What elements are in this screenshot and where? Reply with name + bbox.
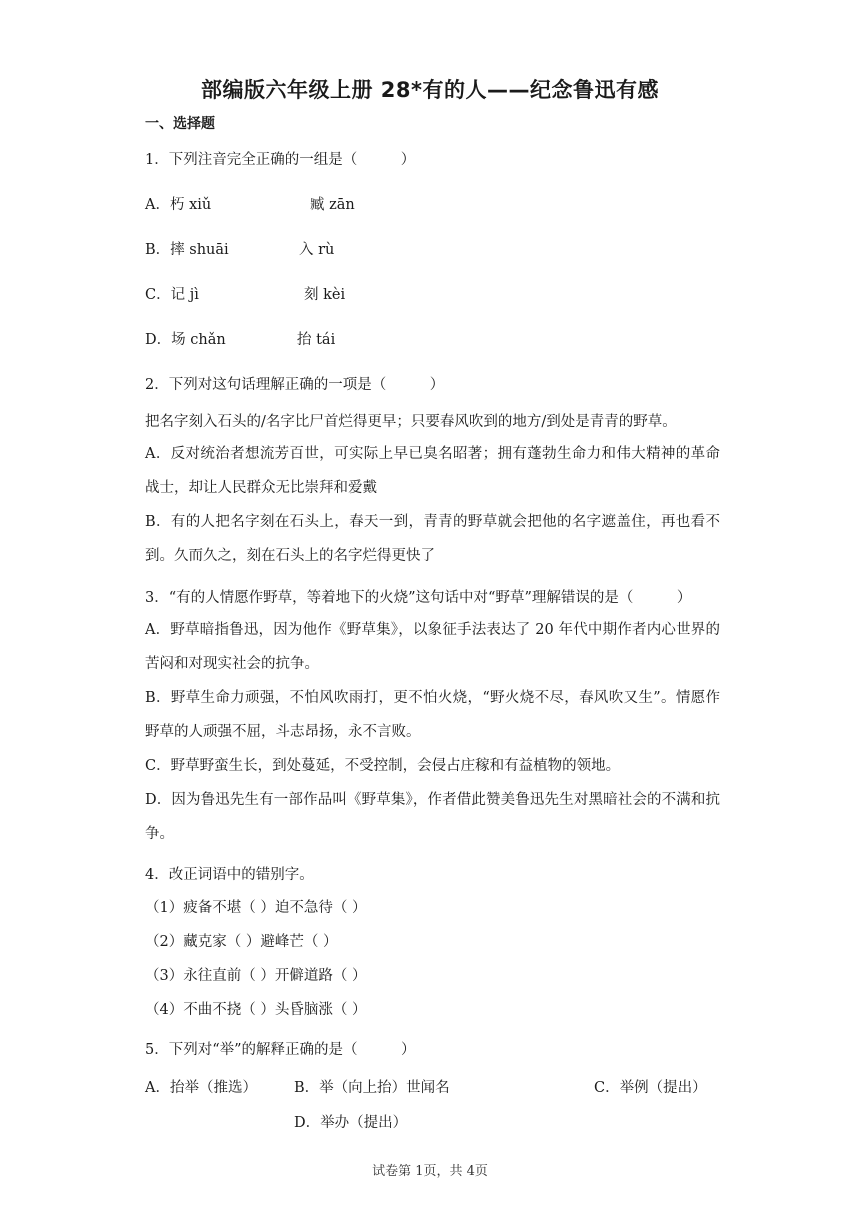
q5-option-a: A．抬举（推选） xyxy=(145,1080,257,1096)
q5-option-d: D．举办（提出） xyxy=(294,1115,408,1131)
q1-option-d: D．场 chǎn xyxy=(145,332,226,348)
q4-item: （4）不曲不挠（ ）头昏脑涨（ ） xyxy=(145,1002,367,1018)
q4-item: （3）永往直前（ ）开僻道路（ ） xyxy=(145,968,367,984)
q1-option-a: A．朽 xiǔ xyxy=(145,197,212,213)
q2-stem: 2．下列对这句话理解正确的一项是（ ） xyxy=(145,377,445,393)
q1-option-a-second: 臧 zān xyxy=(310,197,355,213)
q4-stem: 4．改正词语中的错别字。 xyxy=(145,867,314,883)
q2-option-b: B．有的人把名字刻在石头上，春天一到，青青的野草就会把他的名字遮盖住，再也看不到。久而久之，刻在石头上的名字烂得更快了 xyxy=(145,514,720,564)
q1-stem: 1．下列注音完全正确的一组是（ ） xyxy=(145,152,416,168)
q3-option-c: C．野草野蛮生长，到处蔓延，不受控制，会侵占庄稼和有益植物的领地。 xyxy=(145,758,621,774)
section-heading: 一、选择题 xyxy=(145,116,215,132)
q4-item: （1）疲备不堪（ ）迫不急待（ ） xyxy=(145,900,367,916)
q3-option-a: A．野草暗指鲁迅，因为他作《野草集》，以象征手法表达了 20 年代中期作者内心世界的苦闷和对现实社会的抗争。 xyxy=(145,622,720,672)
q3-option-b: B．野草生命力顽强，不怕风吹雨打，更不怕火烧，“野火烧不尽，春风吹又生”。情愿作野草的人顽强不屈，斗志昂扬，永不言败。 xyxy=(145,690,720,740)
page-footer: 试卷第 1页，共 4页 xyxy=(372,1164,488,1179)
q2-quote: 把名字刻入石头的/名字比尸首烂得更早；只要春风吹到的地方/到处是青青的野草。 xyxy=(145,414,677,430)
q1-option-d-second: 抬 tái xyxy=(297,332,336,348)
q4-item: （2）藏克家（ ）避峰芒（ ） xyxy=(145,934,338,950)
q1-option-c-second: 刻 kèi xyxy=(304,287,346,303)
q2-option-a: A．反对统治者想流芳百世，可实际上早已臭名昭著；拥有蓬勃生命力和伟大精神的革命战士，却让人民群众无比崇拜和爱戴 xyxy=(145,446,720,496)
q1-option-b: B．摔 shuāi xyxy=(145,242,229,258)
q5-option-c: C．举例（提出） xyxy=(594,1080,707,1096)
q5-stem: 5．下列对“举”的解释正确的是（ ） xyxy=(145,1042,416,1058)
q1-option-b-second: 入 rù xyxy=(299,242,335,258)
q1-option-c: C．记 jì xyxy=(145,287,199,303)
q3-option-d: D．因为鲁迅先生有一部作品叫《野草集》，作者借此赞美鲁迅先生对黑暗社会的不满和抗争。 xyxy=(145,792,720,842)
q3-stem: 3．“有的人情愿作野草，等着地下的火烧”这句话中对“野草”理解错误的是（ ） xyxy=(145,590,692,606)
q5-option-b: B．举（向上抬）世闻名 xyxy=(294,1080,450,1096)
page-title: 部编版六年级上册 28*有的人——纪念鲁迅有感 xyxy=(200,78,659,102)
